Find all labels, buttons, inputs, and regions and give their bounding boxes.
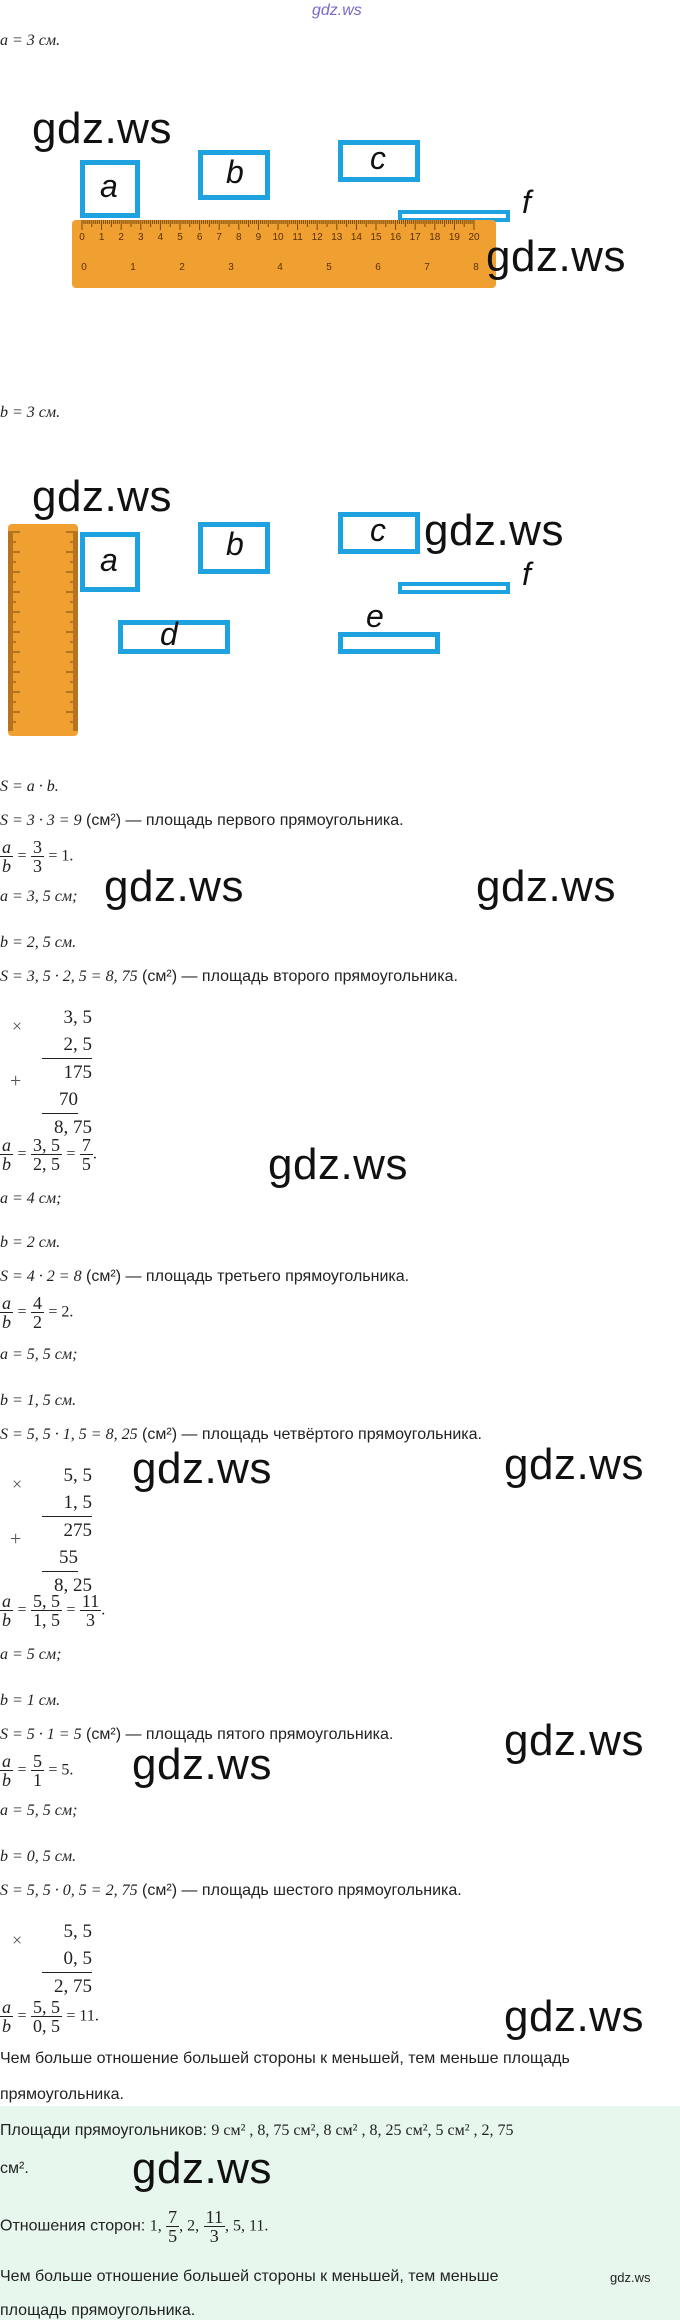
r2-num: 3, 5 xyxy=(32,1135,60,1155)
r6-unit: (см²) xyxy=(142,1882,178,1899)
r6-b: b = 0, 5 см. xyxy=(0,1848,77,1865)
times-sign: × xyxy=(12,1016,23,1036)
ruler-tick-label: 16 xyxy=(390,232,402,243)
ruler-tick-label: 15 xyxy=(370,232,382,243)
col-line: 3, 5 xyxy=(63,1007,92,1028)
r4-num: 5, 5 xyxy=(32,1591,60,1611)
ruler-tick-label: 6 xyxy=(375,262,381,273)
r2-b: b = 2, 5 см. xyxy=(0,934,77,951)
r4-area: S = 5, 5 · 1, 5 = 8, 25 xyxy=(0,1426,138,1443)
r6-desc: — площадь шестого прямоугольника. xyxy=(177,1882,462,1899)
r1-den: 3 xyxy=(32,856,42,876)
ruler-tick-label: 0 xyxy=(79,232,85,243)
areas-tail: см². xyxy=(0,2160,29,2177)
r3-b: b = 2 см. xyxy=(0,1234,61,1251)
areas-line xyxy=(0,2122,514,2140)
ruler-tick-label: 0 xyxy=(81,262,87,273)
r4-a: a = 5, 5 см; xyxy=(0,1346,78,1363)
ratio-a-num: 7 xyxy=(168,2207,178,2227)
ruler-tick-label: 4 xyxy=(157,232,164,243)
watermark: gdz.ws xyxy=(610,2270,651,2285)
areas-label: Площади прямоугольников: xyxy=(0,2122,212,2139)
r5-area: S = 5 · 1 = 5 xyxy=(0,1726,82,1743)
col-line: 5, 5 xyxy=(63,1921,92,1942)
plus-sign: + xyxy=(10,1070,22,1092)
ruler-tick-label: 18 xyxy=(429,232,441,243)
areas-values: 9 см² , 8, 75 см², 8 см² , 8, 25 см², 5 см² , 2, 75 xyxy=(211,2122,514,2139)
ruler-tick-label: 2 xyxy=(118,232,124,243)
r4-desc: — площадь четвёртого прямоугольника. xyxy=(177,1426,482,1443)
watermark: gdz.ws xyxy=(32,472,172,521)
rect-b-label: b xyxy=(226,154,244,190)
r6-result: = 11. xyxy=(66,2007,99,2025)
ruler-tick-label: 1 xyxy=(98,232,105,243)
r2-rden: 5 xyxy=(81,1154,91,1174)
r6-area: S = 5, 5 · 0, 5 = 2, 75 xyxy=(0,1882,138,1899)
watermark: gdz.ws xyxy=(504,1440,644,1489)
plus-sign: + xyxy=(10,1528,22,1550)
watermark: gdz.ws xyxy=(132,2144,272,2193)
rect-e-label: e xyxy=(366,598,384,634)
r2-column-mult xyxy=(42,1004,92,1141)
watermark: gdz.ws xyxy=(132,1444,272,1493)
r2-a: a = 3, 5 см; xyxy=(0,888,78,905)
ruler-tick-label: 11 xyxy=(292,232,303,243)
r6-a: a = 5, 5 см; xyxy=(0,1802,78,1819)
ruler-tick-label: 4 xyxy=(277,262,283,273)
r6-num: 5, 5 xyxy=(32,1997,60,2017)
r3-ratio-line: $\frac{a}{b}$ = $\frac{4}{2}$ = 2. xyxy=(2,1293,74,1332)
r1-ratio-line: $\frac{a}{b}$ = $\frac{3}{3}$ = 1. xyxy=(2,837,74,876)
watermark: gdz.ws xyxy=(504,1992,644,2041)
r5-den: 1 xyxy=(32,1770,42,1790)
col-line: 0, 5 xyxy=(42,1945,92,1973)
side-a-text: a = 3 см. xyxy=(0,32,61,49)
r4-rnum: 11 xyxy=(81,1591,100,1611)
col-line: 275 xyxy=(63,1520,92,1541)
col-line: 55 xyxy=(42,1544,78,1572)
watermark: gdz.ws xyxy=(268,1140,408,1189)
ruler-tick-label: 3 xyxy=(138,232,144,243)
watermark: gdz.ws xyxy=(504,1716,644,1765)
r5-ratio-line: $\frac{a}{b}$ = $\frac{5}{1}$ = 5. xyxy=(2,1751,74,1790)
site-logo[interactable]: gdz.ws xyxy=(312,2,362,19)
r1-area: S = 3 · 3 = 9 xyxy=(0,812,82,829)
r2-area-line xyxy=(0,968,458,986)
r6-ratio-line: $\frac{a}{b}$ = $\frac{5, 5}{0, 5}$ = 11. xyxy=(2,1997,99,2036)
r3-num: 4 xyxy=(32,1293,42,1313)
ruler-tick-label: 17 xyxy=(409,232,421,243)
r2-ratio-line: $\frac{a}{b}$ = $\frac{3, 5}{2, 5}$ = $\frac{7}{5}$ . xyxy=(2,1135,97,1174)
ratio-b-den: 3 xyxy=(209,2226,219,2246)
ruler-tick-label: 1 xyxy=(130,262,136,273)
conclusion-line-1: Чем больше отношение большей стороны к меньшей, тем меньше площадь xyxy=(0,2050,570,2067)
r2-rnum: 7 xyxy=(81,1135,91,1155)
r3-area: S = 4 · 2 = 8 xyxy=(0,1268,82,1285)
watermark: gdz.ws xyxy=(104,862,244,911)
rect-f-label: f xyxy=(522,184,531,220)
r1-unit: (см²) xyxy=(86,812,122,829)
ratio-a-den: 5 xyxy=(168,2226,178,2246)
r3-unit: (см²) xyxy=(86,1268,122,1285)
r5-desc: — площадь пятого прямоугольника. xyxy=(121,1726,394,1743)
r4-rden: 3 xyxy=(86,1610,96,1630)
rect-d-label: d xyxy=(160,616,178,652)
r3-area-line xyxy=(0,1268,409,1286)
r5-a: a = 5 см; xyxy=(0,1646,62,1663)
ruler-tick-label: 3 xyxy=(228,262,234,273)
ruler-tick-label: 5 xyxy=(326,262,332,273)
r4-den: 1, 5 xyxy=(32,1610,60,1630)
r1-desc: — площадь первого прямоугольника. xyxy=(121,812,404,829)
r4-ratio-line: $\frac{a}{b}$ = $\frac{5, 5}{1, 5}$ = $\frac{11}{3}$ . xyxy=(2,1591,106,1630)
ruler-tick-label: 8 xyxy=(236,232,242,243)
ruler-tick-label: 7 xyxy=(216,232,222,243)
col-line: 5, 5 xyxy=(63,1465,92,1486)
col-line: 2, 5 xyxy=(42,1031,92,1059)
ratios-label: Отношения сторон: xyxy=(0,2217,150,2235)
r5-num: 5 xyxy=(32,1751,42,1771)
r6-den: 0, 5 xyxy=(32,2016,60,2036)
r4-unit: (см²) xyxy=(142,1426,178,1443)
col-line: 8, 25 xyxy=(54,1575,92,1596)
ruler-tick-label: 12 xyxy=(311,232,323,243)
rect-f-label: f xyxy=(522,556,531,592)
r5-b: b = 1 см. xyxy=(0,1692,61,1709)
r2-area: S = 3, 5 · 2, 5 = 8, 75 xyxy=(0,968,138,985)
col-line: 2, 75 xyxy=(54,1976,92,1997)
ruler-tick-label: 8 xyxy=(473,262,479,273)
times-sign: × xyxy=(12,1474,23,1494)
watermark: gdz.ws xyxy=(424,506,564,555)
ratios-post: , 5, 11. xyxy=(224,2217,269,2235)
r5-unit: (см²) xyxy=(86,1726,122,1743)
col-line: 8, 75 xyxy=(54,1117,92,1138)
col-line: 1, 5 xyxy=(42,1489,92,1517)
ruler-tick-label: 10 xyxy=(272,232,284,243)
r3-den: 2 xyxy=(32,1312,42,1332)
r3-a: a = 4 см; xyxy=(0,1190,62,1207)
ruler-vertical xyxy=(8,524,78,736)
rect-a-label: a xyxy=(100,542,118,578)
ratios-line xyxy=(0,2208,268,2245)
col-line: 175 xyxy=(63,1062,92,1083)
r3-desc: — площадь третьего прямоугольника. xyxy=(121,1268,410,1285)
r4-area-line xyxy=(0,1426,482,1444)
rect-b-label: b xyxy=(226,526,244,562)
ruler-horizontal xyxy=(72,220,496,288)
conclusion-line-2: прямоугольника. xyxy=(0,2086,124,2103)
ruler-tick-label: 13 xyxy=(331,232,343,243)
ruler-tick-label: 19 xyxy=(448,232,460,243)
area-formula: S = a · b. xyxy=(0,778,59,795)
ruler-tick-label: 6 xyxy=(196,232,203,243)
rect-f xyxy=(398,582,510,594)
final-line-2: площадь прямоугольника. xyxy=(0,2302,196,2319)
col-line: 70 xyxy=(42,1086,78,1114)
ratios-mid: , 2, xyxy=(179,2217,200,2235)
r2-desc: — площадь второго прямоугольника. xyxy=(177,968,458,985)
r2-den: 2, 5 xyxy=(32,1154,60,1174)
ruler-tick-label: 5 xyxy=(177,232,183,243)
ruler-tick-label: 20 xyxy=(468,232,480,243)
ratios-pre: 1, xyxy=(149,2217,162,2235)
ratio-b-num: 11 xyxy=(205,2207,223,2227)
ruler-tick-label: 9 xyxy=(255,232,262,243)
watermark: gdz.ws xyxy=(476,862,616,911)
rect-a-label: a xyxy=(100,168,118,204)
watermark: gdz.ws xyxy=(486,232,626,281)
rect-e xyxy=(338,632,440,654)
watermark: gdz.ws xyxy=(32,104,172,153)
r1-result: = 1. xyxy=(48,847,74,865)
r1-area-line xyxy=(0,812,404,830)
r2-unit: (см²) xyxy=(142,968,178,985)
r6-area-line xyxy=(0,1882,462,1900)
r4-b: b = 1, 5 см. xyxy=(0,1392,77,1409)
r4-column-mult xyxy=(42,1462,92,1599)
rect-c-label: c xyxy=(370,140,386,176)
ruler-tick-label: 14 xyxy=(350,232,362,243)
r6-column-mult xyxy=(42,1918,92,2000)
r3-result: = 2. xyxy=(48,1303,74,1321)
rect-c-label: c xyxy=(370,512,386,548)
ruler-tick-label: 7 xyxy=(424,262,430,273)
r1-num: 3 xyxy=(32,837,42,857)
r5-result: = 5. xyxy=(48,1761,74,1779)
watermark: gdz.ws xyxy=(132,1740,272,1789)
times-sign: × xyxy=(12,1930,23,1950)
final-line-1: Чем больше отношение большей стороны к меньшей, тем меньше xyxy=(0,2268,499,2285)
side-b-text: b = 3 см. xyxy=(0,404,61,421)
ruler-tick-label: 2 xyxy=(179,262,185,273)
